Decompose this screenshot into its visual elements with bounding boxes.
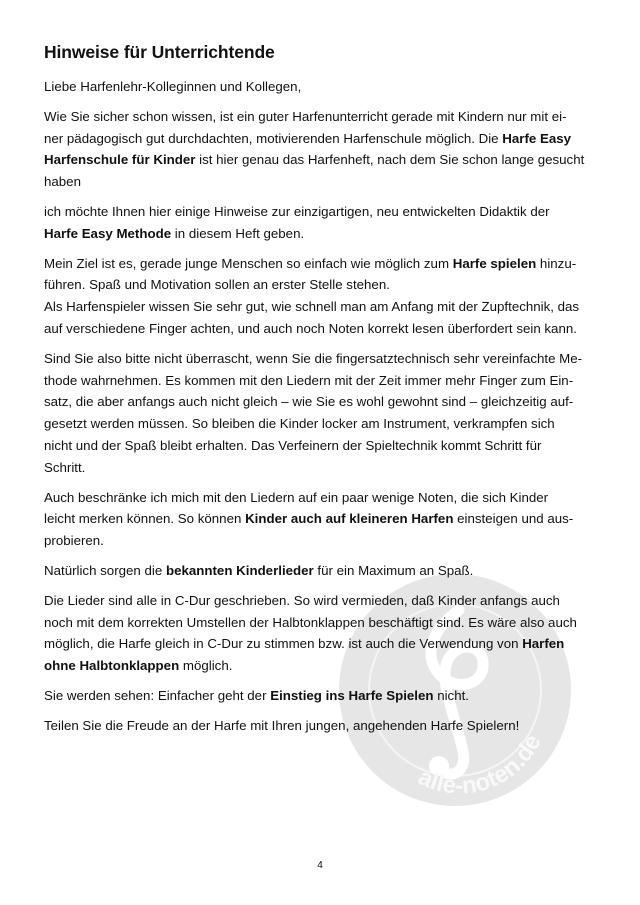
paragraph [44, 685, 600, 707]
text-run: leicht merken können. So können [44, 511, 246, 527]
text-run: Auch beschränke ich mich mit den Liedern auf ein paar wenige Noten, die sich Kinder [44, 489, 549, 505]
text-run: Natürlich sorgen die [44, 562, 166, 578]
body-text [44, 76, 600, 745]
paragraph [44, 76, 600, 98]
text-run: ist hier genau das Harfenheft, nach dem Sie schon lange gesucht [195, 152, 585, 168]
text-run: gesetzt werden müssen. So bleiben die Kinder locker am Instrument, verkrampfen sich [44, 416, 555, 432]
text-run: Sie werden sehen: Einfacher geht der [44, 687, 271, 703]
text-run: Teilen Sie die Freude an der Harfe mit Ihren jungen, angehenden Harfe Spielern! [44, 717, 520, 733]
text-run: ich möchte Ihnen hier einige Hinweise zur einzigartigen, neu entwickelten Didaktik der [44, 203, 550, 219]
page-title: Hinweise für Unterrichtende [44, 42, 275, 62]
text-run: thode wahrnehmen. Es kommen mit den Liedern mit der Zeit immer mehr Finger zum Ein- [44, 372, 574, 388]
text-run: möglich, die Harfe gleich in C-Dur zu stimmen bzw. ist auch die Verwendung von [44, 636, 523, 652]
text-run: Wie Sie sicher schon wissen, ist ein guter Harfenunterricht gerade mit Kindern nur mit ei- [44, 108, 567, 124]
text-run: führen. Spaß und Motivation sollen an erster Stelle stehen. [44, 277, 390, 293]
bold-text: Einstieg ins Harfe Spielen [270, 687, 434, 703]
paragraph [44, 201, 600, 245]
bold-text: Harfen [522, 636, 565, 652]
paragraph [44, 487, 600, 552]
text-run: für ein Maximum an Spaß. [313, 562, 474, 578]
bold-text: bekannten Kinderlieder [165, 562, 314, 578]
bold-text: Harfe Easy [502, 130, 572, 146]
text-run: hinzu- [536, 255, 577, 271]
text-run: probieren. [44, 533, 104, 549]
paragraph [44, 253, 600, 340]
bold-text: Harfe Easy Methode [44, 225, 172, 241]
text-run: möglich. [179, 658, 233, 674]
text-run: nicht. [433, 687, 469, 703]
bold-text: ohne Halbtonklappen [44, 658, 180, 674]
paragraph [44, 348, 600, 479]
bold-text: Kinder auch auf kleineren Harfen [245, 511, 454, 527]
text-run: Sind Sie also bitte nicht überrascht, wenn Sie die fingersatztechnisch sehr vereinfachte Me- [44, 350, 583, 366]
paragraph [44, 560, 600, 582]
bold-text: Harfe spielen [452, 255, 537, 271]
text-run: auf verschiedene Finger achten, und auch noch Noten korrekt lesen überfordert sein kann. [44, 320, 577, 336]
text-run: Die Lieder sind alle in C-Dur geschrieben. So wird vermieden, daß Kinder anfangs auch [44, 592, 560, 608]
text-run: Schritt. [44, 459, 86, 475]
paragraph [44, 106, 600, 193]
text-run: einsteigen und aus- [453, 511, 574, 527]
text-run: nicht und der Spaß bleibt erhalten. Das Verfeinern der Spieltechnik kommt Schritt für [44, 437, 542, 453]
text-run: ner pädagogisch gut durchdachten, motivierenden Harfenschule möglich. Die [44, 130, 503, 146]
page-number: 4 [317, 860, 323, 871]
paragraph [44, 715, 600, 737]
text-run: satz, die aber anfangs auch nicht gleich – wie Sie es wohl gewohnt sind – gleichzeitig auf- [44, 394, 574, 410]
text-run: in diesem Heft geben. [171, 225, 305, 241]
text-run: Liebe Harfenlehr-Kolleginnen und Kollegen, [44, 79, 302, 94]
text-run: Mein Ziel ist es, gerade junge Menschen so einfach wie möglich zum [44, 255, 453, 271]
bold-text: Harfenschule für Kinder [44, 152, 196, 168]
watermark-text: alle-noten.de [414, 730, 547, 800]
paragraph [44, 590, 600, 677]
text-run: noch mit dem korrekten Umstellen der Halbtonklappen beschäftigt sind. Es wäre also auch [44, 614, 577, 630]
text-run: Als Harfenspieler wissen Sie sehr gut, wie schnell man am Anfang mit der Zupftechnik, das [44, 299, 580, 315]
text-run: haben [44, 174, 81, 190]
